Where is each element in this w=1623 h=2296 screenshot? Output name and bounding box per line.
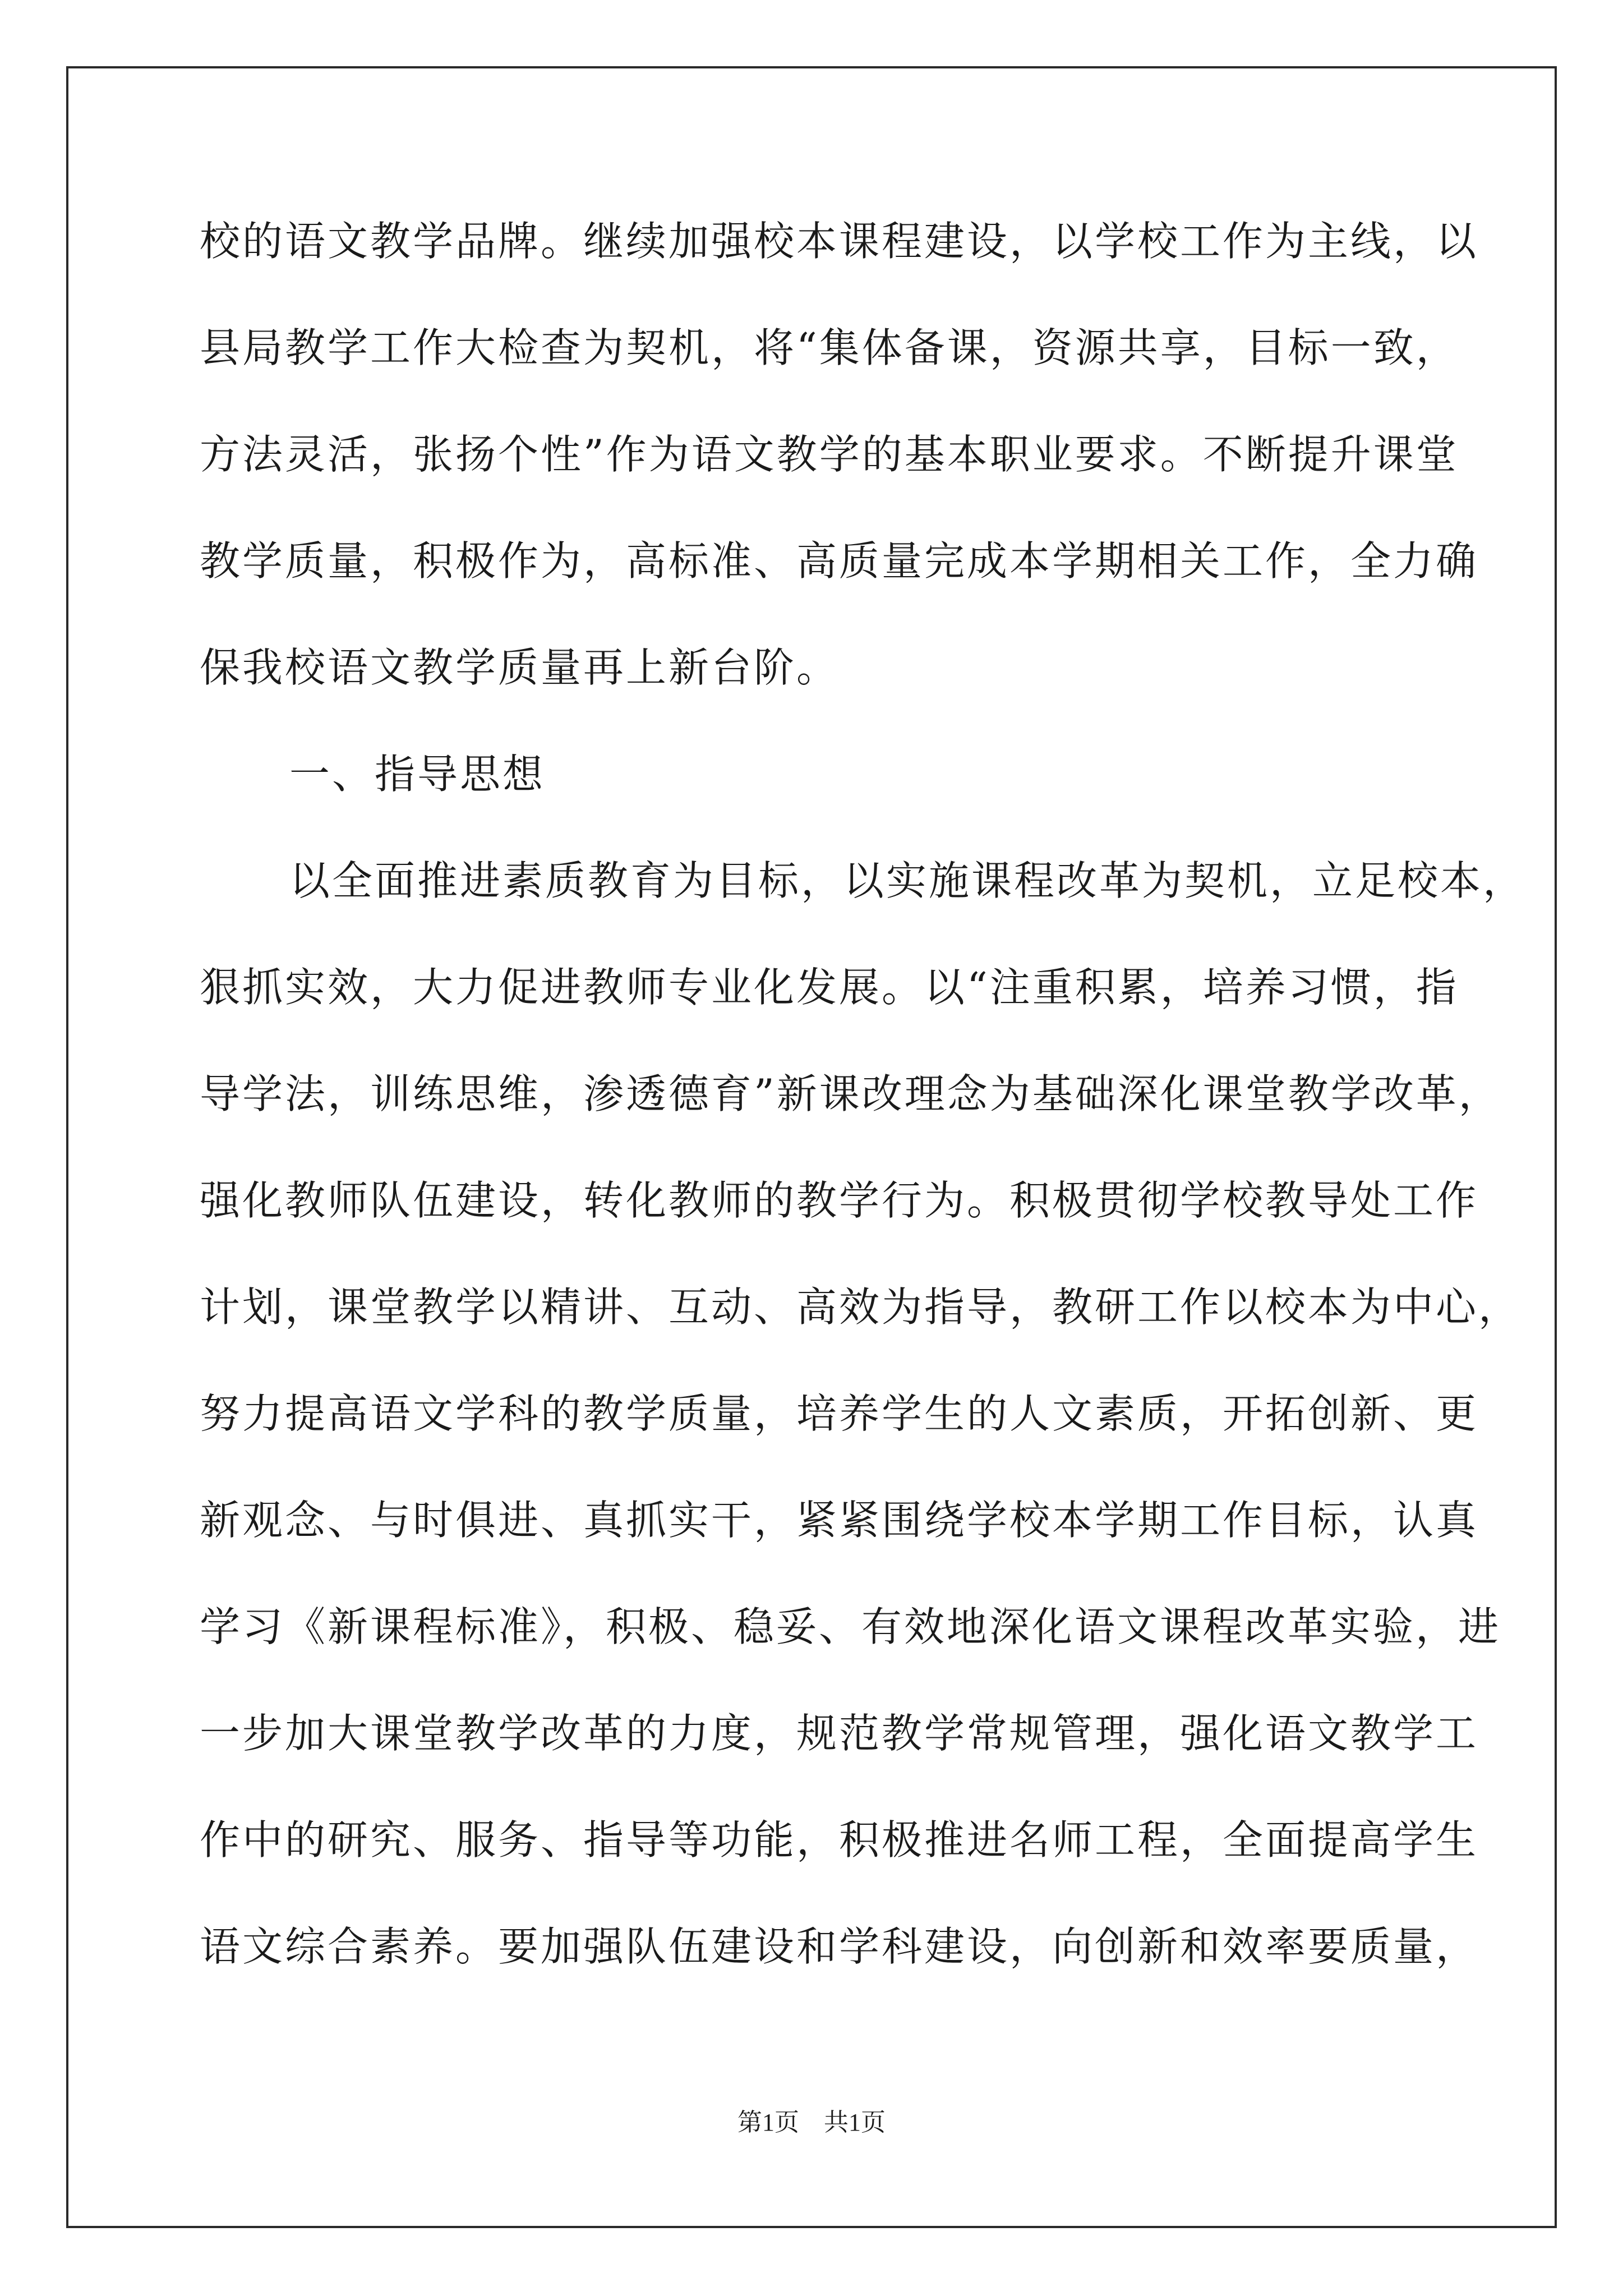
text-line: 保我校语文教学质量再上新台阶。 [200, 644, 840, 691]
text-line: 导学法，训练思维，渗透德育”新课改理念为基础深化课堂教学改革， [200, 1070, 1501, 1117]
text-line: 以全面推进素质教育为目标，以实施课程改革为契机，立足校本， [289, 857, 1526, 904]
text-line: 新观念、与时俱进、真抓实干，紧紧围绕学校本学期工作目标，认真 [200, 1497, 1479, 1544]
text-line: 一步加大课堂教学改革的力度，规范教学常规管理，强化语文教学工 [200, 1710, 1479, 1757]
text-line: 校的语文教学品牌。继续加强校本课程建设，以学校工作为主线，以 [200, 218, 1479, 265]
text-line: 教学质量，积极作为，高标准、高质量完成本学期相关工作，全力确 [200, 537, 1479, 585]
text-line: 努力提高语文学科的教学质量，培养学生的人文素质，开拓创新、更 [200, 1390, 1479, 1437]
text-line: 语文综合素养。要加强队伍建设和学科建设，向创新和效率要质量， [200, 1923, 1479, 1970]
page-border [66, 66, 1557, 2228]
text-line: 强化教师队伍建设，转化教师的教学行为。积极贯彻学校教导处工作 [200, 1177, 1479, 1224]
text-line: 方法灵活，张扬个性”作为语文教学的基本职业要求。不断提升课堂 [200, 431, 1459, 478]
page-number: 第1页 共1页 [737, 2109, 886, 2136]
section-heading: 一、指导思想 [289, 751, 546, 798]
text-line: 学习《新课程标准》，积极、稳妥、有效地深化语文课程改革实验，进 [200, 1603, 1501, 1650]
text-line: 狠抓实效，大力促进教师专业化发展。以“注重积累，培养习惯，指 [200, 964, 1459, 1011]
text-line: 计划，课堂教学以精讲、互动、高效为指导，教研工作以校本为中心， [200, 1283, 1521, 1331]
text-line: 县局教学工作大检查为契机，将“集体备课，资源共享，目标一致， [200, 324, 1459, 371]
text-line: 作中的研究、服务、指导等功能，积极推进名师工程，全面提高学生 [200, 1816, 1479, 1864]
